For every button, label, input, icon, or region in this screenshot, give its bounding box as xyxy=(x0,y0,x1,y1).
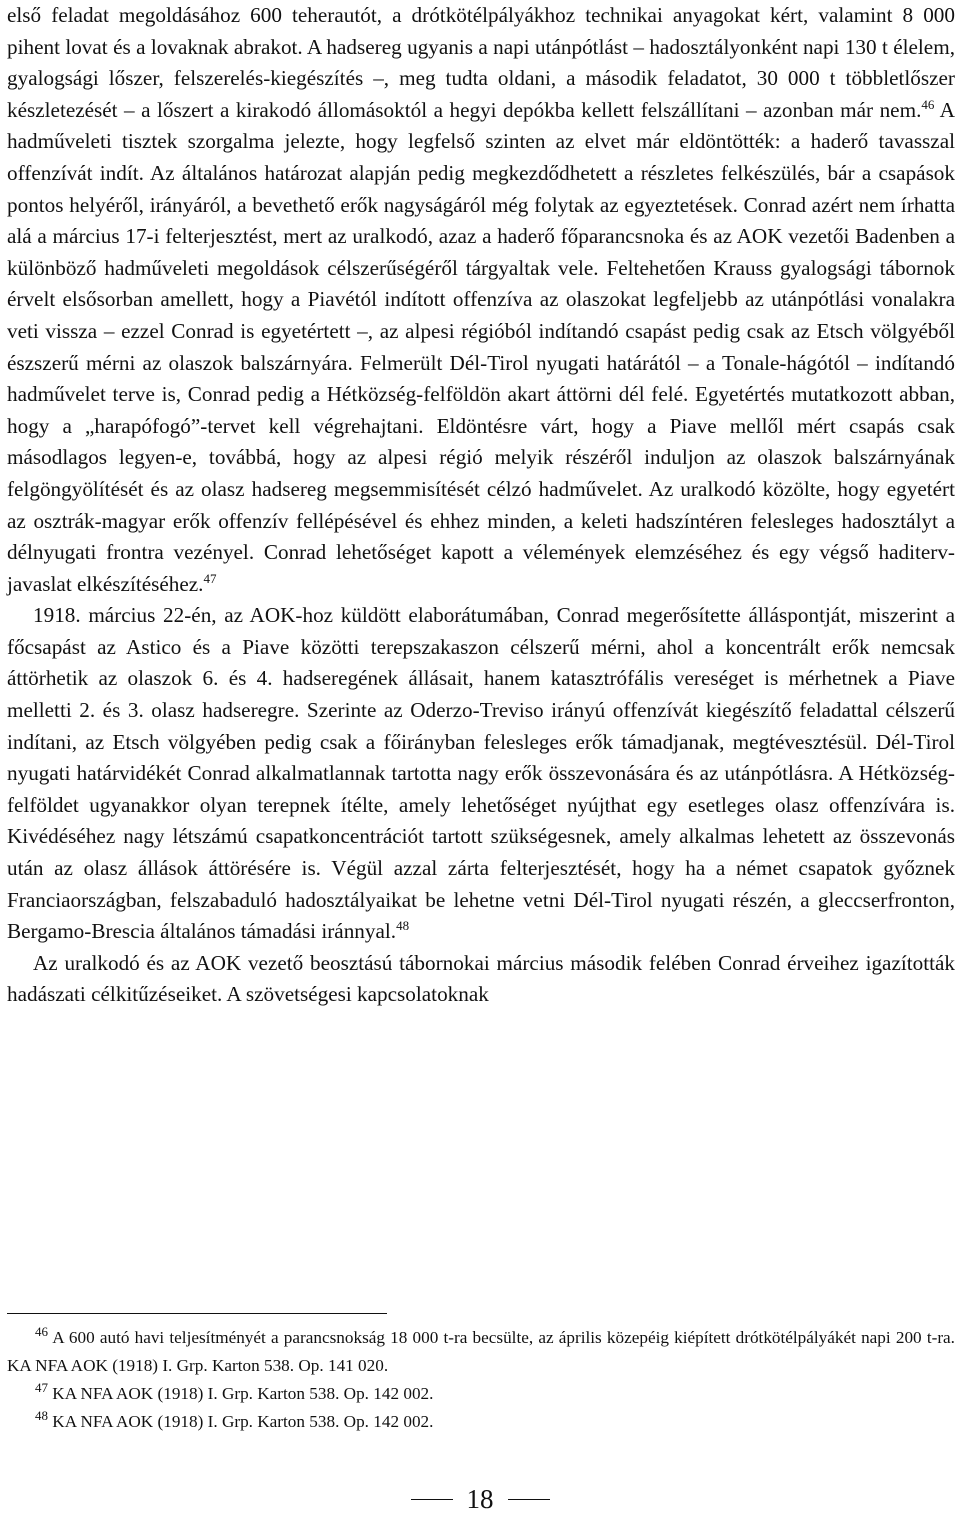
paragraph-1-text-a: első feladat megoldásához 600 teherautót, a drótkötélpályákhoz technikai anyagokat kért, valamint 8 000 pihent lovat és a lovaknak abrakot. A hadsereg ugyanis a napi utánpótlást – hadosztályonként napi 130 t élelem, gyalogsági lőszer, felszerelés-kiegészítés –, meg tudta oldani, a második feladatot, 30 000 t többletlőszer készletezését – a lőszert a kirakodó állomásoktól a hegyi depókba kellett felszállítani – azonban már nem. xyxy=(7,3,955,122)
paragraph-3-text: Az uralkodó és az AOK vezető beosztású tábornokai március második felében Conrad érveihez igazították hadászati célkitűzéseiket. A szövetségesi kapcsolatoknak xyxy=(7,950,955,1007)
footnote-number: 46 xyxy=(35,1324,48,1339)
footnote-48 xyxy=(7,1408,955,1436)
paragraph-1 xyxy=(7,0,955,600)
footnote-46 xyxy=(7,1324,955,1380)
footnote-47 xyxy=(7,1380,955,1408)
page-body xyxy=(7,0,955,1011)
page-number-right-dash xyxy=(508,1499,550,1500)
footnote-ref-47: 47 xyxy=(203,570,217,586)
page-number-left-dash xyxy=(411,1499,453,1500)
paragraph-2 xyxy=(7,600,955,948)
paragraph-1-text-b: A hadműveleti tisztek szorgalma jelezte, hogy legfelső szinten az elvet már eldöntötték: a haderő tavasszal offenzívát indít. Az általános határozat alapján pedig megkezdődhetett a részletes felkészülés, bár a csapások pontos helyéről, irányáról, a bevethető erők nagyságáról még folytak az egyeztetések. Conrad azért nem írhatta alá a március 17-i felterjesztést, mert az uralkodó, azaz a haderő főparancsnoka és az AOK vezetői Badenben a különböző hadműveleti megoldások célszerűségéről tárgyaltak vele. Feltehetően Krauss gyalogsági tábornok érvelt elsősorban amellett, hogy a Piavétól indított offenzíva az olaszokat legfeljebb az utánpótlási vonalakra veti vissza – ezzel Conrad is egyetértett –, az alpesi régióból indítandó csapást pedig csak az Etsch völgyéből észszerű mérni az olaszok balszárnyára. Felmerült Dél-Tirol nyugati határától – a Tonale-hágótól – indítandó hadművelet terve is, Conrad pedig a Hétközség-felföldön akart áttörni dél felé. Egyetértés mutatkozott abban, hogy a „harapófogó”-tervet kell végrehajtani. Eldöntésre várt, hogy a Piave mellől mért csapás csak másodlagos legyen-e, továbbá, hogy az alpesi régió melyik részéről induljon az olaszok balszárnyának felgöngyölítését és az olasz hadsereg megsemmisítését célzó hadművelet. Az uralkodó közölte, hogy egyetért az osztrák-magyar erők offenzív fellépésével és ehhez minden, a keleti hadszíntéren felesleges hadosztályt a délnyugati frontra vezényel. Conrad lehetőséget kapott a vélemények elemzéséhez és egy végső haditerv-javaslat elkészítéséhez. xyxy=(7,97,955,596)
footnote-ref-46: 46 xyxy=(921,96,935,112)
paragraph-2-text: 1918. március 22-én, az AOK-hoz küldött elaborátumában, Conrad megerősítette álláspontját, miszerint a főcsapást az Astico és a Piave közötti terepszakaszon célszerű mérni, ahol a koncentrált erők nemcsak áttörhetik az olaszok 6. és 4. hadseregének állásait, hanem katasztrófális vereséget is mérhetnek a Piave melletti 2. és 3. olasz hadseregre. Szerinte az Oderzo-Treviso irányú offenzívát kiegészítő feladattal célszerű indítani, az Etsch völgyében pedig csak a főirányban felesleges erők támadjanak, megtévesztésül. Dél-Tirol nyugati határvidékét Conrad alkalmatlannak tartotta nagy erők összevonására és az utánpótlásra. A Hétközség-felföldet ugyanakkor olyan terepnek ítélte, amely lehetőséget nyújthat egy esetleges olasz offenzívára is. Kivédéséhez nagy létszámú csapatkoncentrációt tartott szükségesnek, amely alkalmas lehetett az összevonás után az olasz állások áttörésére is. Végül azzal zárta felterjesztését, hogy ha a német csapatok győznek Franciaországban, felszabaduló hadosztályaikat be lehetne vetni Dél-Tirol nyugati részén, a gleccserfronton, Bergamo-Brescia általános támadási iránnyal. xyxy=(7,603,955,944)
footnote-number: 47 xyxy=(35,1380,48,1395)
paragraph-3 xyxy=(7,948,955,1011)
page-number: 18 xyxy=(466,1484,494,1514)
footnote-ref-48: 48 xyxy=(396,918,410,934)
footnotes xyxy=(7,1324,955,1436)
footnote-divider xyxy=(7,1313,387,1314)
footnote-text: KA NFA AOK (1918) I. Grp. Karton 538. Op. 142 002. xyxy=(52,1412,434,1431)
footnote-text: A 600 autó havi teljesítményét a parancsnokság 18 000 t-ra becsülte, az április közepéig kiépített drótkötélpályákét napi 200 t-ra. KA NFA AOK (1918) I. Grp. Karton 538. Op. 141 020. xyxy=(7,1328,955,1375)
footnote-number: 48 xyxy=(35,1408,48,1423)
footnote-text: KA NFA AOK (1918) I. Grp. Karton 538. Op. 142 002. xyxy=(52,1384,434,1403)
page-footer xyxy=(0,1484,960,1515)
